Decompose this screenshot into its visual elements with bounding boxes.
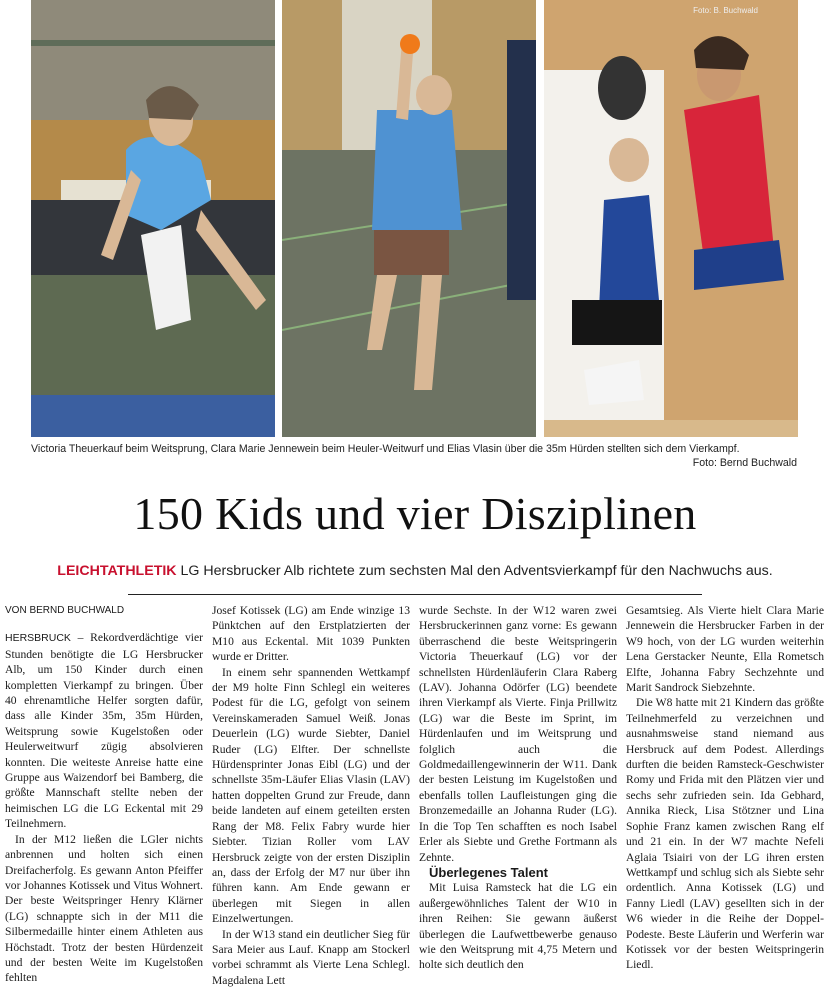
paragraph: wurde Sechste. In der W12 waren zwei Hersbruckerinnen ganz vorne: Es gewann überraschend die beste Weitspringerin Victoria Theuerkauf (LG) vor der schnellsten Hürdenläuferin Clara Raberg (LAV). Johanna Odörfer (LG) beendete ihren Vierkampf als Vierte. Finja Prillwitz (LG) war die Beste im Sprint, im Hürdenlaufen und im Weitsprung und folglich auch die Goldmedaillengewinnerin der W11. Dank der besten Leistung im Kugelstoßen und ebenfalls tollen Laufleistungen ging die Bronzemedaille an Johanna Ruder (LG). In die Top Ten schafften es noch Isabel Erler als Siebte und Grethe Fortmann als Zehnte.	[419, 604, 617, 864]
column-3	[419, 603, 617, 988]
column-1	[5, 603, 203, 988]
divider-rule	[128, 594, 702, 595]
subline	[0, 563, 830, 579]
photo-caption	[31, 442, 797, 470]
paragraph: Gesamtsieg. Als Vierte hielt Clara Marie Jennewein die Hersbrucker Farben in der W9 hoch, von der LG wurden weiterhin Lena Gerstacker Neunte, Ella Rometsch Elfte, Johanna Fabry Sechzehnte und Marit Sandrock Siebzehnte.	[626, 604, 824, 695]
column-4	[626, 603, 824, 988]
subline-text: LG Hersbrucker Alb richtete zum sechsten Mal den Adventsvierkampf für den Nachwuchs aus.	[176, 563, 773, 579]
paragraph: In der W13 stand ein deutlicher Sieg für Sara Meier aus Lauf. Knapp am Stockerl vorbei schrammt als Vierte Lena Schlegl. Magdalena Lett	[212, 927, 410, 987]
paragraph: Mit Luisa Ramsteck hat die LG ein außergewöhnliches Talent der W10 in ihren Reihen: Sie gewann äußerst überlegen die Laufwettbewerbe genauso wie den Weitsprung mit 4,75 Metern und holte sich deutlich den	[419, 881, 617, 972]
photo-hurdles	[544, 0, 798, 437]
subheading: Überlegenes Talent	[429, 864, 548, 880]
paragraph: In der M12 ließen die LGler nichts anbrennen und holten sich einen Dreifacherfolg. Es gewann Anton Pfeiffer vor Johannes Kotissek und Vitus Wohnert. Der beste Weitspringer Henry Klärner (LG) schnappte sich in der M11 die Silbermedaille hinter einem Athleten aus Höchstadt. Trotz der besten Hürdenzeit und der besten Weite im Kugelstoßen fehlten	[5, 832, 203, 985]
column-2	[212, 603, 410, 988]
caption-text: Victoria Theuerkauf beim Weitsprung, Clara Marie Jennewein beim Heuler-Weitwurf und Elias Vlasin über die 35m Hürden stellten sich dem Vierkampf.	[31, 443, 740, 455]
byline: VON BERND BUCHWALD	[5, 605, 125, 616]
article-body	[5, 603, 825, 988]
caption-credit: Foto: Bernd Buchwald	[692, 457, 797, 469]
photo-heuler-throw	[282, 0, 536, 437]
dateline: HERSBRUCK	[5, 632, 71, 645]
paragraph: Josef Kotissek (LG) am Ende winzige 13 Pünktchen auf den Erstplatzierten der M10 aus Eckental. Mit 1039 Punkten wurde er Dritter.	[212, 604, 410, 664]
photo-credit-top: Foto: B. Buchwald	[693, 6, 758, 15]
section-kicker: LEICHTATHLETIK	[57, 563, 177, 579]
paragraph: In einem sehr spannenden Wettkampf der M9 holte Finn Schlegl ein weiteres Podest für die LG, gefolgt von seinem Vereinskameraden Samuel Weiß. Jonas Deuerlein (LG) wurde Siebter, Daniel Ruder (LG) Elfter. Der schnellste Hürdensprinter Jonas Eibl (LG) und der schnellste 35m-Läufer Elias Vlasin (LAV) hatten doppelten Grund zur Freude, dann beide landeten auf einem geteilten ersten Rang der M8. Felix Fabry wurde hier Siebter. Tizian Roller vom LAV Hersbruck zeigte von der ersten Disziplin an, dass der Erfolg der M7 nur über ihn führen kann. Am Ende gewann er überlegen mit Siegen in allen Einzelwertungen.	[212, 665, 410, 926]
headline: 150 Kids und vier Disziplinen	[133, 488, 697, 539]
paragraph-text: – Rekordverdächtige vier Stunden benötigte die LG Hersbrucker Alb, um 150 Kinder durch einen kompletten Vierkampf zu bringen. Über 40 ehrenamtliche Helfer sorgten dafür, dass alle Kinder 35m, 35m Hürden, Weitsprung sowie Kugelstoßen oder Heulerweitwurf zügig absolvieren konnten. Die weiteste Anreise hatte eine Gruppe aus Waizendorf bei Bamberg, die größte Mannschaft stellte neben der heimischen LG die LG Eckental mit 29 Teilnehmern.	[5, 631, 203, 831]
photo-long-jump	[31, 0, 275, 437]
paragraph	[5, 630, 203, 831]
paragraph: Die W8 hatte mit 21 Kindern das größte Teilnehmerfeld zu verzeichnen und ausnahmsweise stand niemand aus Hersbruck auf dem Podest. Allerdings durften die beiden Ramsteck-Geschwister Romy und Frida mit den Plätzen vier und sechs sehr zufrieden sein. Ida Gebhard, Annika Rieck, Lisa Stötzner und Lina Sophie Franz kamen zwischen Rang elf und 21 ein. In der W7 machte Nefeli Aglaia Tsiairi von der LG ihren ersten Wettkampf und schlug sich als Siebte sehr ordentlich. Anna Kotissek (LG) und Fanny Liedl (LAV) gesellten sich in der W6 wieder in die Reihe der Doppel-Podeste. Beste Läuferin und Werferin war Kotissek vor der besten Weitspringerin Liedl.	[626, 696, 824, 972]
